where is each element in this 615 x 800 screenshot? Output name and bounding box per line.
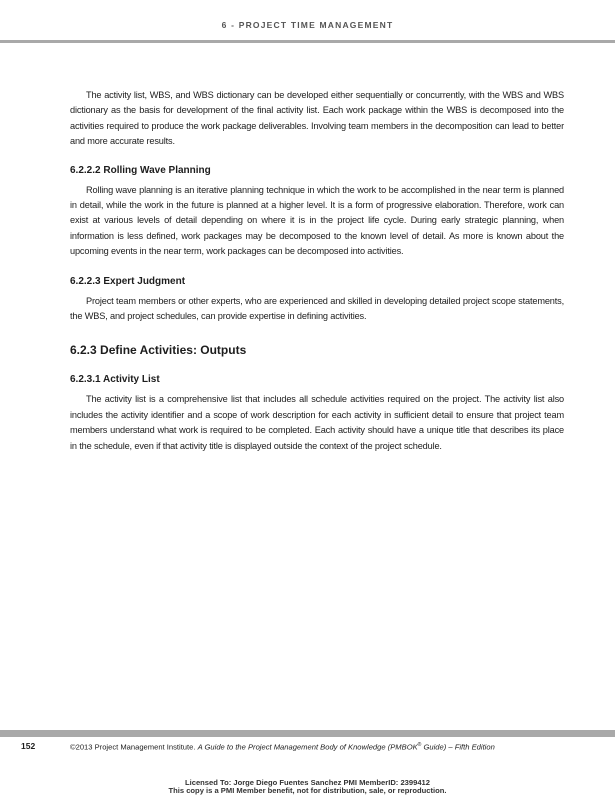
activity-list-paragraph: The activity list is a comprehensive list that includes all schedule activities required on the project. The activity list also includes the activity identifier and a scope of work description for each activity in sufficient detail to ensure that project team members understand what work is required to be completed. Each activity should have a unique title that describes its place in the schedule, even if that activity title is displayed outside the context of the project schedule. <box>70 394 564 451</box>
expert-judgment-paragraph: Project team members or other experts, who are experienced and skilled in developing detailed project scope statements, the WBS, and project schedules, can provide expertise in defining activities. <box>70 295 564 322</box>
page-number: 152 <box>21 741 36 751</box>
heading-activity-list: 6.2.3.1 Activity List <box>70 374 160 386</box>
license-line-1: Licensed To: Jorge Diego Fuentes Sanchez PMI MemberID: 2399412 <box>184 778 431 787</box>
heading-expert-judgment: 6.2.2.3 Expert Judgment <box>70 275 186 287</box>
intro-paragraph: The activity list, WBS, and WBS dictionary can be developed either sequentially or concurrently, with the WBS and WBS dictionary as the basis for development of the final activity list. Each work package within the WBS is decomposed into the activities required to produce the work package deliverables. Involving team members in the decomposition can lead to better and more accurate results. <box>70 90 564 147</box>
heading-define-activities-outputs: 6.2.3 Define Activities: Outputs <box>70 343 247 358</box>
page-header <box>0 0 615 43</box>
rolling-wave-paragraph: Rolling wave planning is an iterative planning technique in which the work to be accomplished in the near term is planned in detail, while the work in the future is planned at a higher level. It is a form of progressive elaboration. Therefore, work can exist at various levels of detail depending on where it is in the project life cycle. During early strategic planning, when information is less defined, work packages may be decomposed to the known level of detail. As more is known about the upcoming events in the near term, work packages can be decomposed into activities. <box>70 184 564 257</box>
license-notice <box>0 779 615 795</box>
chapter-title: 6 - PROJECT TIME MANAGEMENT <box>221 20 394 30</box>
registered-mark: ® <box>417 742 422 748</box>
page-content <box>70 88 564 454</box>
license-line-2: This copy is a PMI Member benefit, not for distribution, sale, or reproduction. <box>168 786 447 795</box>
heading-rolling-wave-planning: 6.2.2.2 Rolling Wave Planning <box>70 164 211 176</box>
copyright-title: A Guide to the Project Management Body of Knowledge (PMBOK <box>197 742 418 752</box>
footer-rule <box>0 730 615 737</box>
copyright-line <box>70 742 495 752</box>
copyright-prefix: ©2013 Project Management Institute. <box>70 742 196 752</box>
copyright-suffix: Guide) – Fifth Edition <box>423 742 495 752</box>
